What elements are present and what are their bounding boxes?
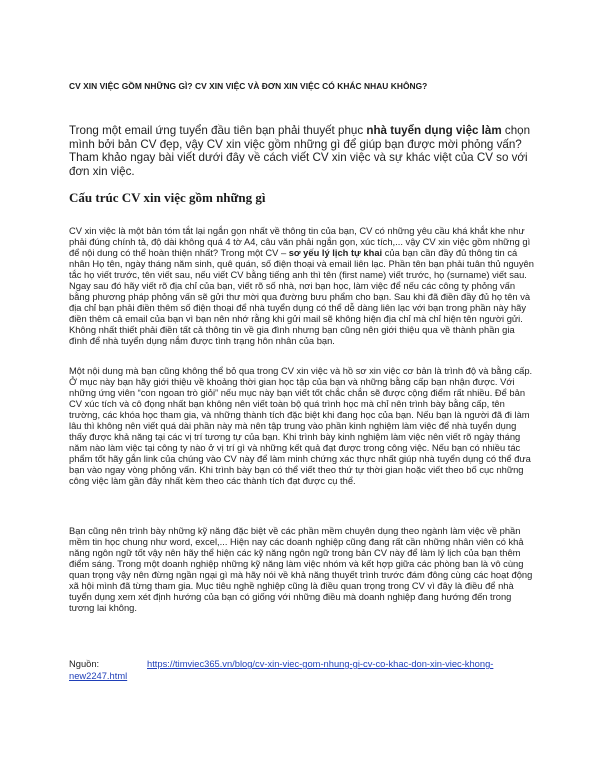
source-link[interactable]: https://timviec365.vn/blog/cv-xin-viec-gom-nhung-gi-cv-co-khac-don-xin-viec-khong-new2247.html — [69, 659, 494, 681]
intro-text-1: Trong một email ứng tuyển đầu tiên bạn phải thuyết phục — [69, 124, 367, 137]
paragraph-personal-info — [69, 226, 535, 348]
intro-text-2: chọn mình bởi bản CV đẹp, vậy CV xin việc gồm những gì để giúp bạn được mời phỏng vấn? Tham khảo ngay bài viết dưới đây về cách viết CV xin việc và sự khác việt của CV so với đơn xin việc. — [69, 124, 531, 178]
paragraph1-text-2: của bạn cần đầy đủ thông tin cá nhân Họ tên, ngày tháng năm sinh, quê quán, số điện thoại và email liên lạc. Phần tên bạn phải tuân thủ nguyên tắc họ viết trước, tên viết sau, nếu viết CV bằng tiếng anh thì tên (first name) viết trước, họ (surname) viết sau. Ngay sau đó hãy viết rõ địa chỉ của bạn, viết rõ số nhà, nơi bạn học, làm việc để nếu các công ty phỏng vấn bằng phương pháp phỏng vấn sẽ gửi thư mời qua đường bưu phẩm cho bạn. Sau khi đã điền đầy đủ họ tên và địa chỉ bạn phải điền thêm số điện thoại để nhà tuyển dụng có thể dễ dàng liên lạc với bạn trong phần này hãy điền thêm cả email của bạn vì bạn nên nhớ rằng khi gửi mail sẽ không hiện địa chỉ mà chỉ hiện tên người gửi. Không nhất thiết phải điền tất cả thông tin về gia đình nhưng bạn cũng nên giới thiệu qua về thành phần gia đình để nhà tuyển dụng nắm được tình trạng hôn nhân của bạn. — [69, 248, 534, 347]
paragraph-skills: Bạn cũng nên trình bày những kỹ năng đặc biệt về các phần mềm chuyên dụng theo ngành làm việc về phần mềm tin học chung như word, excel,... Hiện nay các doanh nghiệp cũng đang rất cần những nhân viên có khả năng ngôn ngữ tốt vậy nên hãy thể hiện các kỹ năng ngôn ngữ trong bản CV này để làm lý lịch của bạn thêm điểm sáng. Trong một doanh nghiệp những kỹ năng làm việc nhóm và kết hợp giữa các phòng ban là vô cùng quan trọng vậy nên đừng ngần ngại gì mà hãy nói về khả năng thuyết trình trước đám đông cùng các hoạt động xã hội mình đã từng tham gia. Mục tiêu nghề nghiệp cũng là điều quan trọng trong CV vì đây là điều để nhà tuyển dụng xem xét định hướng của bạn có giống với những điều mà doanh nghiệp đang hướng đến trong tương lai không. — [69, 526, 533, 614]
paragraph1-text-1: CV xin việc là một bản tóm tắt lại ngắn gọn nhất về thông tin của bạn, CV có những yêu cầu khá khắt khe như phải đúng chính tả, độ dài không quá 4 tờ A4, câu văn phải ngắn gọn, xúc tích,... vậy CV xin việc gồm những gì để nội dung có thể hoàn thiện nhất? Trong một CV – — [69, 226, 531, 259]
source-label: Nguồn: — [69, 659, 100, 669]
paragraph1-bold-text: sơ yếu lý lịch tự khai — [288, 248, 383, 259]
section-heading: Cấu trúc CV xin việc gồm những gì — [69, 190, 266, 205]
document-title: CV XIN VIỆC GỒM NHỮNG GÌ? CV XIN VIỆC VÀ ĐƠN XIN VIỆC CÓ KHÁC NHAU KHÔNG? — [69, 81, 428, 91]
intro-paragraph — [69, 124, 539, 178]
intro-bold-link-text: nhà tuyển dụng việc làm — [366, 124, 502, 137]
paragraph-education-experience: Một nội dung mà bạn cũng không thể bỏ qua trong CV xin việc và hồ sơ xin việc cơ bản là trình độ và bằng cấp. Ở mục này bạn hãy giới thiệu về khoảng thời gian học tập của bạn và những bằng cấp bạn nhận được. Với những ứng viên “con ngoan trò giỏi” nếu mục này bạn viết tốt chắc chắn sẽ được cộng điểm rất nhiều. Để bản CV xúc tích và cô đọng nhất bạn không nên viết toàn bộ quá trình học mà chỉ nên trình bày bằng cấp, tên trường, các khóa học tham gia, và những thành tích đặc biệt khi đang học của bạn. Nếu bạn là người đã đi làm lâu thì không nên viết quá dài phần này mà nên tập trung vào phần kinh nghiệm làm việc để nhà tuyển dụng thấy được khả năng tại các vị trí tương tự của bạn. Khi trình bày kinh nghiệm làm việc nên viết rõ ngày tháng năm nào làm việc tại công ty nào ở vị trí gì và những kết quả đạt được trong công việc. Nếu bạn có nhiều tác phẩm tốt hãy gắn link của chúng vào CV này để làm minh chứng xác thực nhất giúp nhà tuyển dụng có thể đưa bạn vào ngay vòng phỏng vấn. Khi trình bày bạn có thể viết theo thứ tự thời gian hoặc viết theo bố cục những công việc làm gần đây nhất kèm theo các thành tích đạt được cụ thể. — [69, 366, 533, 487]
source-line — [69, 658, 537, 682]
